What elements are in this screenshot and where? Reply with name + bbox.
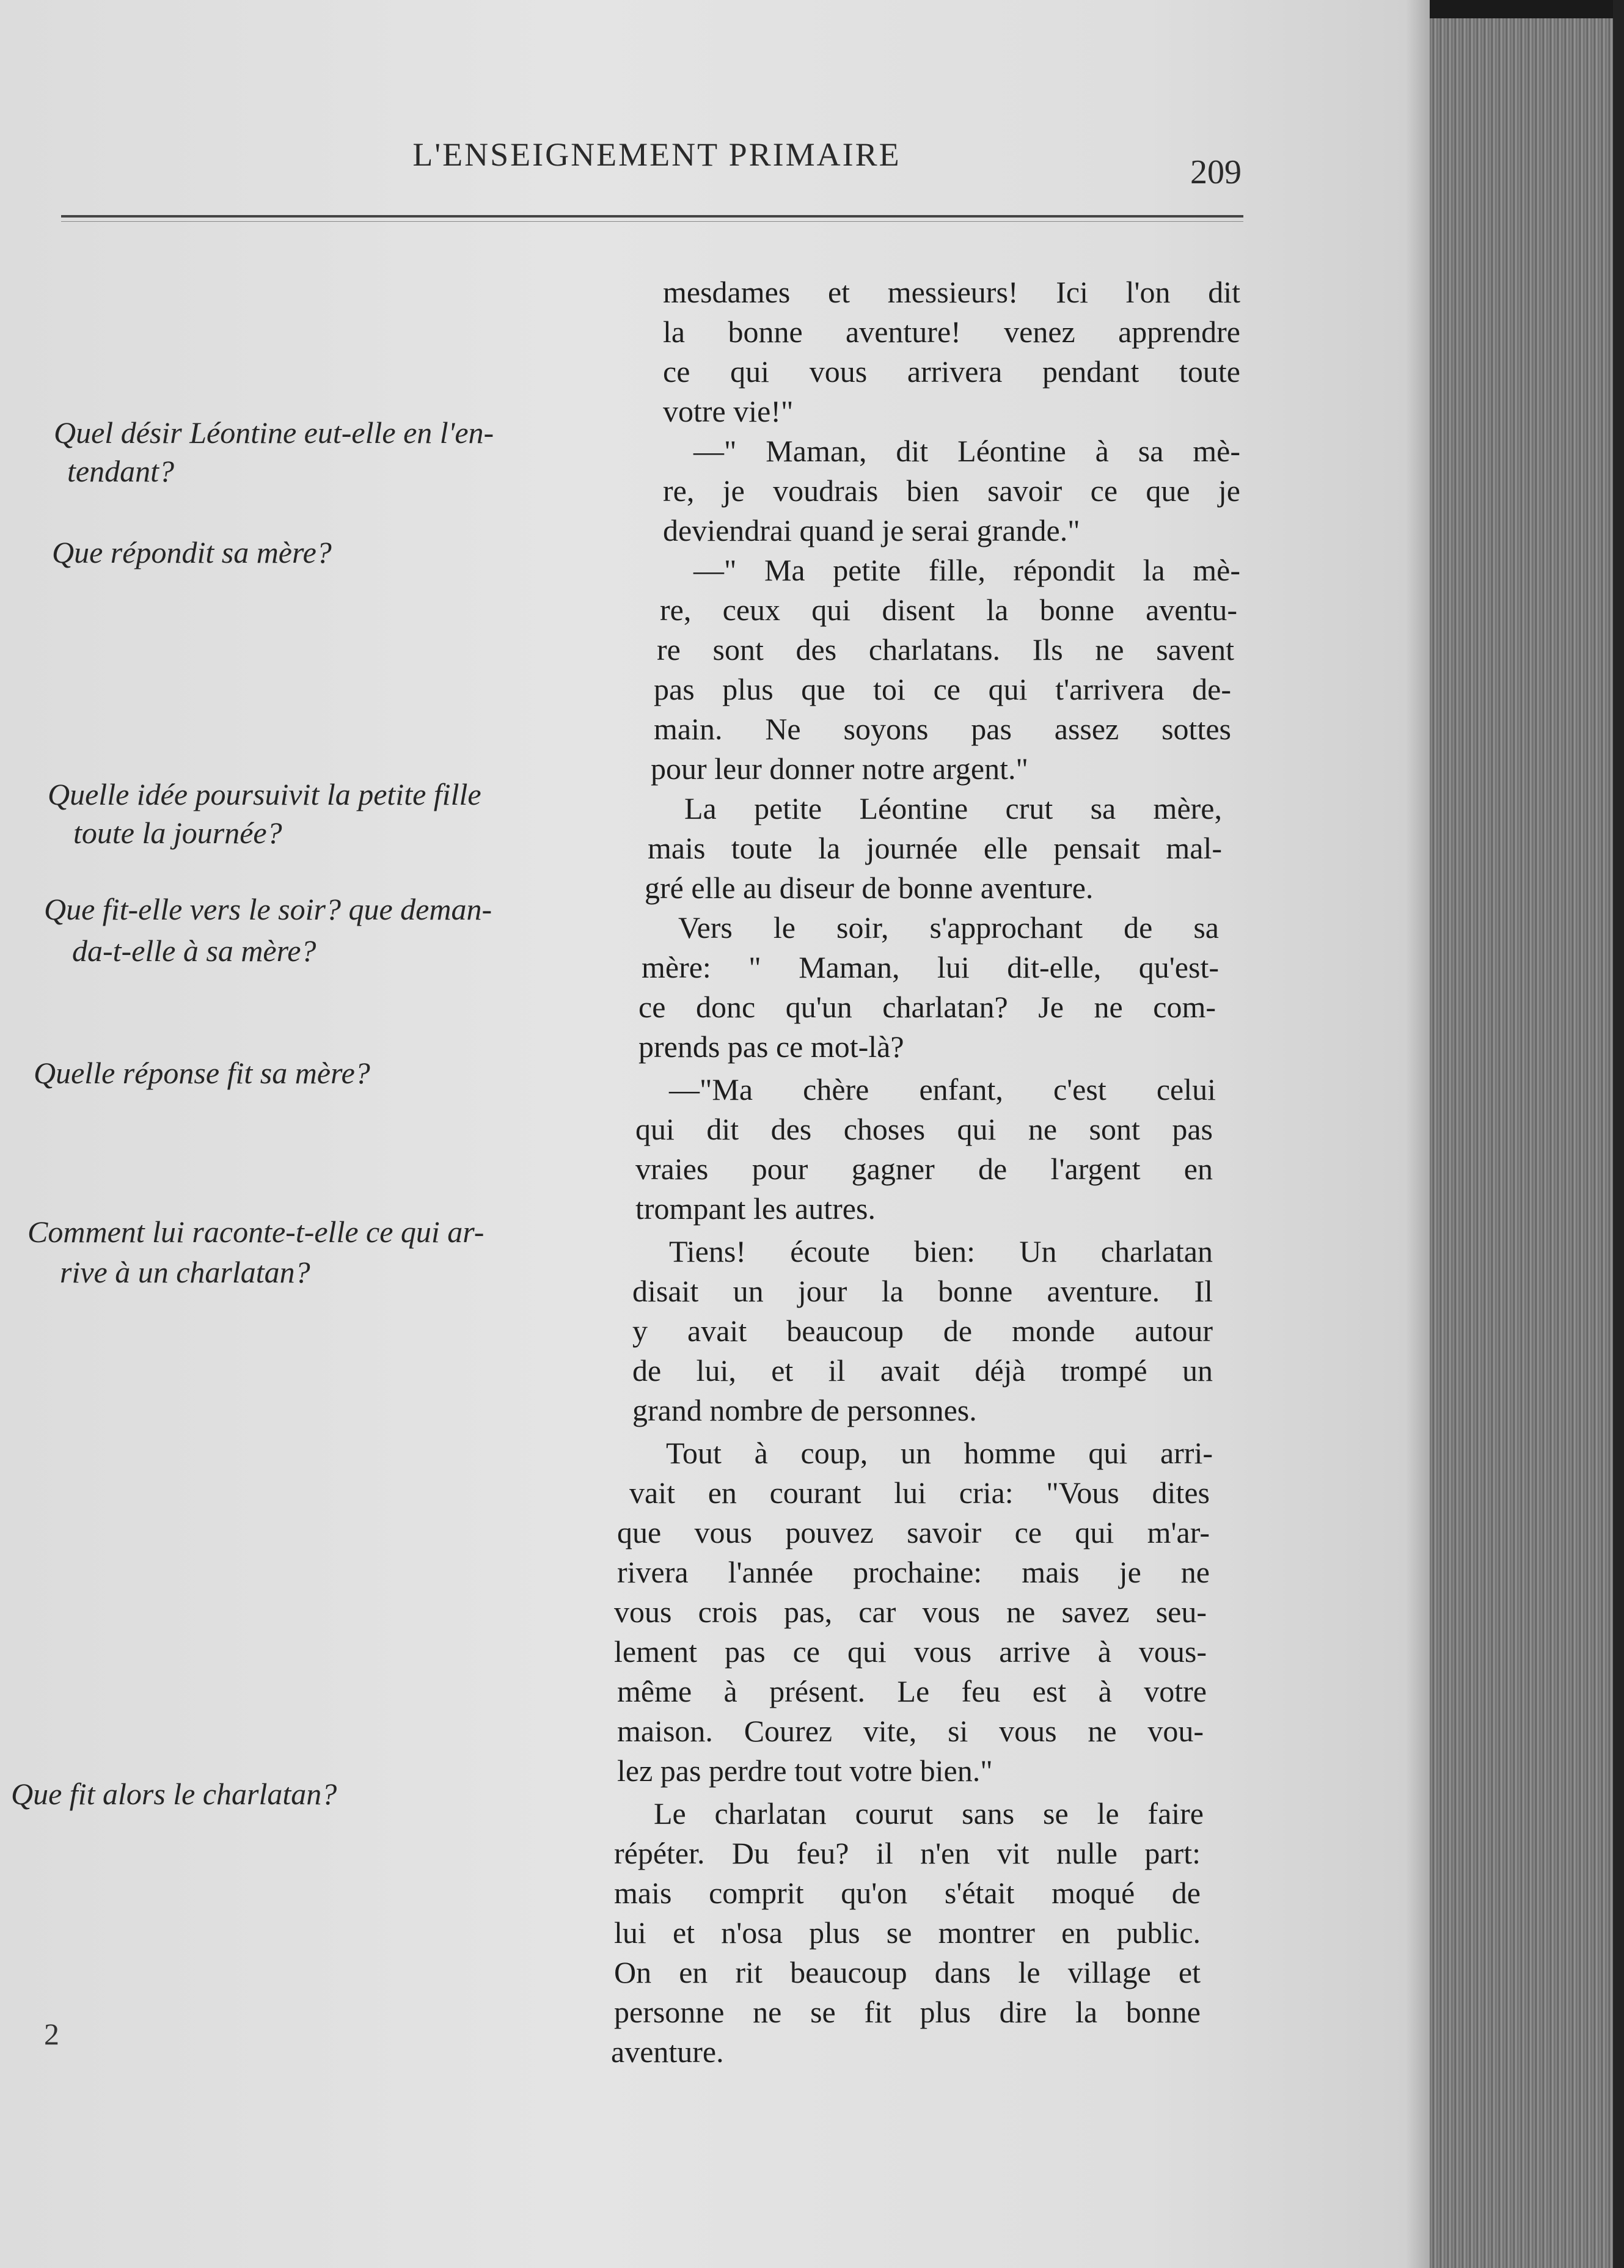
text-line: pour leur donner notre argent." (651, 752, 1028, 786)
text-line: y avait beaucoup de monde autour (632, 1314, 1213, 1348)
text-line: —" Maman, dit Léontine à sa mè- (693, 434, 1240, 468)
text-line: lui et n'osa plus se montrer en public. (614, 1915, 1201, 1950)
text-line: gré elle au diseur de bonne aventure. (645, 871, 1094, 905)
dark-background-right (1613, 0, 1624, 2268)
text-line: La petite Léontine crut sa mère, (684, 791, 1222, 825)
text-line: vait en courant lui cria: "Vous dites (629, 1476, 1210, 1510)
margin-question: Quelle idée poursuivit la petite fille (48, 777, 481, 811)
margin-question: tendant? (67, 454, 174, 488)
margin-question: Quel désir Léontine eut-elle en l'en- (54, 415, 494, 450)
header-rule (61, 215, 1243, 218)
text-line: re, je voudrais bien savoir ce que je (663, 474, 1240, 508)
text-line: mais toute la journée elle pensait mal- (648, 831, 1222, 865)
text-line: qui dit des choses qui ne sont pas (635, 1112, 1213, 1146)
text-line: re, ceux qui disent la bonne aventu- (660, 593, 1237, 627)
margin-question: Quelle réponse fit sa mère? (34, 1056, 370, 1090)
running-head: L'ENSEIGNEMENT PRIMAIRE (412, 136, 901, 173)
text-line: Tout à coup, un homme qui arri- (666, 1436, 1213, 1470)
margin-question: Que fit-elle vers le soir? que deman- (44, 892, 492, 926)
text-line: même à présent. Le feu est à votre (617, 1674, 1207, 1708)
signature-mark: 2 (44, 2017, 59, 2051)
header-rule-thin (61, 221, 1243, 222)
text-line: rivera l'année prochaine: mais je ne (617, 1555, 1210, 1589)
text-line: mesdames et messieurs! Ici l'on dit (663, 275, 1240, 309)
text-line: mais comprit qu'on s'était moqué de (614, 1876, 1201, 1910)
text-line: aventure. (611, 2035, 724, 2069)
text-line: re sont des charlatans. Ils ne savent (657, 632, 1234, 667)
text-line: Vers le soir, s'approchant de sa (678, 910, 1219, 945)
margin-question: da-t-elle à sa mère? (72, 934, 316, 968)
text-line: disait un jour la bonne aventure. Il (632, 1274, 1213, 1308)
text-line: vraies pour gagner de l'argent en (635, 1152, 1213, 1186)
text-line: grand nombre de personnes. (632, 1393, 977, 1427)
text-line: Le charlatan courut sans se le faire (654, 1796, 1204, 1831)
text-line: répéter. Du feu? il n'en vit nulle part: (614, 1836, 1201, 1870)
text-line: Tiens! écoute bien: Un charlatan (669, 1234, 1213, 1268)
text-line: mère: " Maman, lui dit-elle, qu'est- (642, 950, 1219, 984)
margin-question: toute la journée? (73, 816, 282, 850)
margin-question: rive à un charlatan? (60, 1255, 310, 1289)
text-line: lement pas ce qui vous arrive à vous- (614, 1634, 1207, 1669)
text-line: vous crois pas, car vous ne savez seu- (614, 1595, 1207, 1629)
text-line: de lui, et il avait déjà trompé un (632, 1353, 1213, 1388)
dark-background-top (1430, 0, 1624, 18)
text-line: prends pas ce mot-là? (638, 1030, 904, 1064)
text-line: la bonne aventure! venez apprendre (663, 315, 1240, 349)
text-line: trompant les autres. (635, 1191, 876, 1226)
text-line: votre vie!" (663, 394, 794, 428)
text-line: ce qui vous arrivera pendant toute (663, 354, 1240, 389)
text-line: maison. Courez vite, si vous ne vou- (617, 1714, 1204, 1748)
text-line: —" Ma petite fille, répondit la mè- (693, 553, 1240, 587)
margin-question: Que fit alors le charlatan? (11, 1777, 337, 1811)
margin-question: Que répondit sa mère? (52, 535, 332, 569)
margin-question: Comment lui raconte-t-elle ce qui ar- (27, 1215, 485, 1249)
text-line: deviendrai quand je serai grande." (663, 513, 1080, 547)
text-line: pas plus que toi ce qui t'arrivera de- (654, 672, 1231, 706)
book-fore-edge (1430, 18, 1613, 2268)
text-line: ce donc qu'un charlatan? Je ne com- (638, 990, 1216, 1024)
text-line: que vous pouvez savoir ce qui m'ar- (617, 1515, 1210, 1549)
text-line: lez pas perdre tout votre bien." (617, 1754, 993, 1788)
page-number: 209 (1190, 153, 1242, 191)
text-line: personne ne se fit plus dire la bonne (614, 1995, 1201, 2029)
text-line: main. Ne soyons pas assez sottes (654, 712, 1231, 746)
text-line: On en rit beaucoup dans le village et (614, 1955, 1201, 1989)
text-line: —"Ma chère enfant, c'est celui (669, 1072, 1216, 1107)
